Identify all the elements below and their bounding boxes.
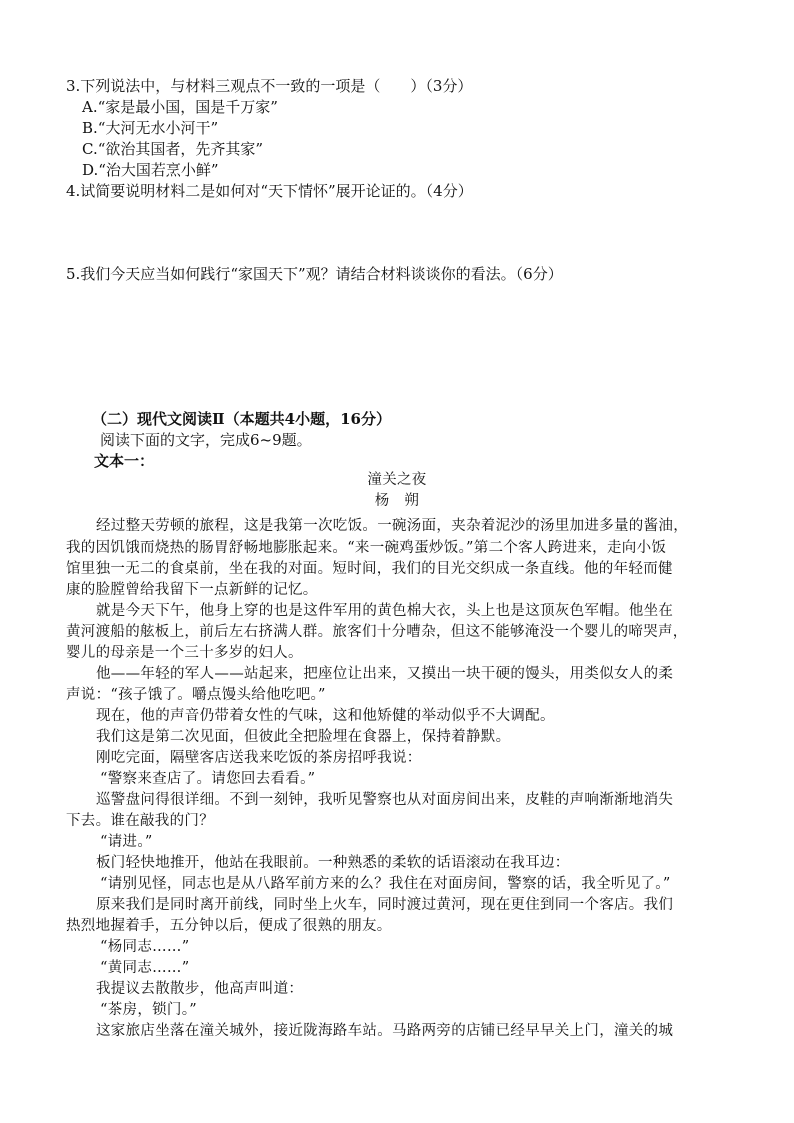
article-line: 这家旅店坐落在潼关城外，接近陇海路车站。马路两旁的店铺已经早早关上门，潼关的城 [96, 1023, 674, 1039]
article-line: 热烈地握着手，五分钟以后，便成了很熟的朋友。 [66, 918, 392, 934]
question-4: 4.试简要说明材料二是如何对“天下情怀”展开论证的。（4分） [66, 182, 473, 200]
article-line: 康的脸膛曾给我留下一点新鲜的记忆。 [66, 582, 318, 598]
article-line: 巡警盘问得很详细。不到一刻钟，我听见警察也从对面房间出来，皮鞋的声响渐渐地消失 [96, 792, 674, 808]
article-line: 我提议去散散步，他高声叫道： [96, 981, 304, 997]
option-a: A.“家是最小国，国是千万家” [82, 98, 278, 116]
article-line: 他——年轻的军人——站起来，把座位让出来，又摸出一块干硬的馒头，用类似女人的柔 [96, 666, 674, 682]
article-title: 潼关之夜 [367, 472, 427, 488]
article-line: 婴儿的母亲是一个三十多岁的妇人。 [66, 645, 303, 661]
section-instruction: 阅读下面的文字，完成6~9题。 [100, 431, 312, 449]
article-line: 我们这是第二次见面，但彼此全把脸埋在食器上，保持着静默。 [96, 729, 511, 745]
article-line: “请进。” [100, 834, 153, 850]
article-line: “请别见怪，同志也是从八路军前方来的么？我住在对面房间，警察的话，我全听见了。” [100, 876, 671, 892]
article-line: “黄同志……” [100, 960, 190, 976]
article-line: 馆里独一无二的食桌前，坐在我的对面。短时间，我们的目光交织成一条直线。他的年轻而健 [66, 561, 673, 577]
option-d: D.“治大国若烹小鲜” [82, 161, 219, 179]
option-b: B.“大河无水小河干” [82, 119, 219, 137]
article-line: 黄河渡船的舷板上，前后左右挤满人群。旅客们十分嘈杂，但这不能够淹没一个婴儿的啼哭声， [66, 624, 688, 640]
article-line: 原来我们是同时离开前线，同时坐上火车，同时渡过黄河，现在更住到同一个客店。我们 [96, 897, 674, 913]
question-5: 5.我们今天应当如何践行“家国天下”观？请结合材料谈谈你的看法。（6分） [66, 265, 563, 283]
article-line: 现在，他的声音仍带着女性的气味，这和他矫健的举动似乎不大调配。 [96, 708, 555, 724]
article-line: 板门轻快地推开，他站在我眼前。一种熟悉的柔软的话语滚动在我耳边： [96, 855, 570, 871]
article-line: 下去。谁在敲我的门？ [66, 813, 214, 829]
question-3-stem: 3.下列说法中，与材料三观点不一致的一项是（ ）（3分） [66, 77, 473, 95]
article-line: 经过整天劳顿的旅程，这是我第一次吃饭。一碗汤面，夹杂着泥沙的汤里加进多量的酱油， [96, 518, 688, 534]
article-line: 声说：“孩子饿了。嚼点馒头给他吃吧。” [66, 687, 326, 703]
section-heading: （二）现代文阅读Ⅱ（本题共4小题，16分） [92, 410, 391, 428]
article-line: 我的因饥饿而烧热的肠胃舒畅地膨胀起来。“来一碗鸡蛋炒饭。”第二个客人跨进来，走向小饭 [66, 540, 667, 556]
article-author: 杨 朔 [374, 493, 420, 509]
article-line: “杨同志……” [100, 939, 190, 955]
article-line: “茶房，锁门。” [100, 1002, 197, 1018]
article-line: “警察来查店了。请您回去看看。” [100, 771, 316, 787]
option-c: C.“欲治其国者，先齐其家” [82, 140, 264, 158]
text-label: 文本一： [94, 452, 155, 470]
article-line: 就是今天下午，他身上穿的也是这件军用的黄色棉大衣，头上也是这顶灰色军帽。他坐在 [96, 603, 674, 619]
article-line: 刚吃完面，隔壁客店送我来吃饭的茶房招呼我说： [96, 750, 422, 766]
